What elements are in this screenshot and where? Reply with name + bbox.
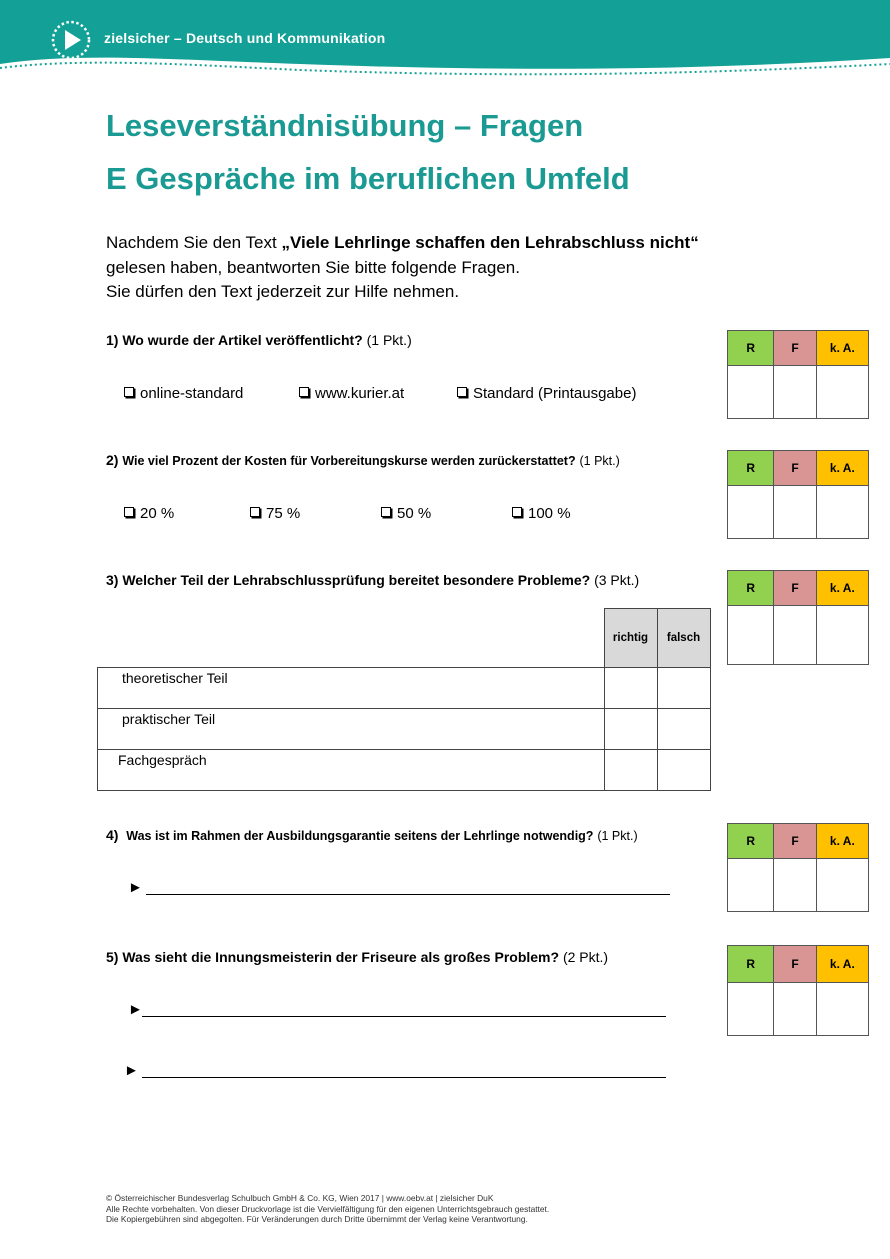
grade-r-label: R [728,331,774,366]
grade-ka-cell[interactable] [816,606,868,665]
checkbox-icon[interactable] [512,507,522,517]
grade-f-cell[interactable] [774,983,816,1036]
true-false-table [97,608,711,791]
footer-rights: Alle Rechte vorbehalten. Von dieser Druckvorlage ist die Vervielfältigung für den eigenen Unterrichtsgebrauch gestattet. [106,1203,550,1214]
option-label: 20 % [140,505,175,522]
q1-option-3[interactable] [457,385,636,402]
question-2 [106,452,620,468]
grading-box-q3 [727,570,869,665]
grade-r-label: R [728,824,774,859]
intro-prefix: Nachdem Sie den Text [106,233,282,252]
grade-ka-label: k. A. [816,331,868,366]
question-points: (1 Pkt.) [366,332,412,348]
column-falsch: falsch [657,609,710,668]
question-number: 2) [106,452,119,468]
q2-option-4[interactable] [512,505,571,522]
table-header-row [98,609,711,668]
table-row [98,709,711,750]
checkbox-icon[interactable] [124,507,134,517]
checkbox-icon[interactable] [250,507,260,517]
q2-option-2[interactable] [250,505,300,522]
grade-ka-label: k. A. [816,571,868,606]
brand-name: zielsicher – Deutsch und Kommunikation [104,30,386,46]
grading-box-q5 [727,945,869,1036]
footer-copyright: © Österreichischer Bundesverlag Schulbuch GmbH & Co. KG, Wien 2017 | www.oebv.at | zielsicher DuK [106,1193,494,1203]
answer-line-q5-2[interactable] [142,1077,666,1078]
grade-f-cell[interactable] [774,486,816,539]
statement-cell: praktischer Teil [98,709,605,750]
grade-f-cell[interactable] [774,859,816,912]
bullet-arrow-icon: ► [128,879,143,896]
grade-f-label: F [774,824,816,859]
question-4 [106,827,638,843]
checkbox-icon[interactable] [457,387,467,397]
checkbox-icon[interactable] [381,507,391,517]
footer-fees: Die Kopiergebühren sind abgegolten. Für Veränderungen durch Dritte übernimmt der Verlag keine Verantwortung. [106,1214,528,1224]
option-label: Standard (Printausgabe) [473,385,637,402]
grade-f-label: F [774,331,816,366]
question-5 [106,949,608,965]
intro-line-1 [106,233,699,253]
grade-f-label: F [774,451,816,486]
grade-r-label: R [728,571,774,606]
statement-cell: theoretischer Teil [98,668,605,709]
table-row [98,750,711,791]
grade-ka-cell[interactable] [816,366,868,419]
question-points: (1 Pkt.) [579,454,620,468]
question-1 [106,332,412,348]
question-text: Wo wurde der Artikel veröffentlicht? [122,332,363,348]
question-text: Was ist im Rahmen der Ausbildungsgarantie seitens der Lehrlinge notwendig? [126,829,594,843]
grade-f-label: F [774,571,816,606]
grade-r-cell[interactable] [728,366,774,419]
grade-ka-cell[interactable] [816,859,868,912]
grade-ka-cell[interactable] [816,486,868,539]
answer-line-q5-1[interactable] [142,1016,666,1017]
q2-option-1[interactable] [124,505,174,522]
falsch-cell[interactable] [657,750,710,791]
footer [106,1193,549,1225]
grade-ka-label: k. A. [816,451,868,486]
richtig-cell[interactable] [604,709,657,750]
intro-line-2: gelesen haben, beantworten Sie bitte folgende Fragen. [106,258,520,277]
table-row [98,668,711,709]
grade-f-cell[interactable] [774,606,816,665]
question-text: Wie viel Prozent der Kosten für Vorbereitungskurse werden zurückerstattet? [122,454,576,468]
question-3 [106,572,639,588]
option-label: 100 % [528,505,571,522]
question-number: 3) [106,572,119,588]
grade-f-label: F [774,946,816,983]
grade-r-cell[interactable] [728,606,774,665]
grade-ka-cell[interactable] [816,983,868,1036]
checkbox-icon[interactable] [124,387,134,397]
q1-option-1[interactable] [124,385,243,402]
bullet-arrow-icon: ► [128,1001,143,1018]
intro-line-3: Sie dürfen den Text jederzeit zur Hilfe nehmen. [106,282,460,301]
bullet-arrow-icon: ► [124,1062,139,1079]
question-number: 4) [106,827,119,843]
option-label: 75 % [266,505,301,522]
grade-r-label: R [728,451,774,486]
question-points: (1 Pkt.) [597,829,638,843]
play-icon [50,19,92,61]
question-text: Was sieht die Innungsmeisterin der Friseure als großes Problem? [122,949,560,965]
answer-line-q4[interactable] [146,894,670,895]
grade-r-cell[interactable] [728,486,774,539]
page-subtitle: E Gespräche im beruflichen Umfeld [106,161,630,196]
question-points: (2 Pkt.) [562,949,609,965]
q1-option-2[interactable] [299,385,404,402]
option-label: online-standard [140,385,244,402]
statement-cell: Fachgespräch [98,750,605,791]
grade-r-cell[interactable] [728,859,774,912]
grade-ka-label: k. A. [816,946,868,983]
option-label: 50 % [397,505,432,522]
question-number: 5) [106,949,119,965]
q2-option-3[interactable] [381,505,431,522]
grading-box-q2 [727,450,869,539]
grade-f-cell[interactable] [774,366,816,419]
falsch-cell[interactable] [657,709,710,750]
richtig-cell[interactable] [604,668,657,709]
header-band [0,0,890,80]
header-spacer [98,609,605,668]
question-text: Welcher Teil der Lehrabschlussprüfung bereitet besondere Probleme? [122,572,591,588]
question-points: (3 Pkt.) [594,572,640,588]
grade-ka-label: k. A. [816,824,868,859]
grade-r-cell[interactable] [728,983,774,1036]
grade-r-label: R [728,946,774,983]
option-label: www.kurier.at [315,385,405,402]
question-number: 1) [106,332,119,348]
column-richtig: richtig [604,609,657,668]
grading-box-q4 [727,823,869,912]
richtig-cell[interactable] [604,750,657,791]
falsch-cell[interactable] [657,668,710,709]
grading-box-q1 [727,330,869,419]
checkbox-icon[interactable] [299,387,309,397]
article-title: „Viele Lehrlinge schaffen den Lehrabschluss nicht“ [281,233,699,252]
page-title: Leseverständnisübung – Fragen [106,108,584,143]
